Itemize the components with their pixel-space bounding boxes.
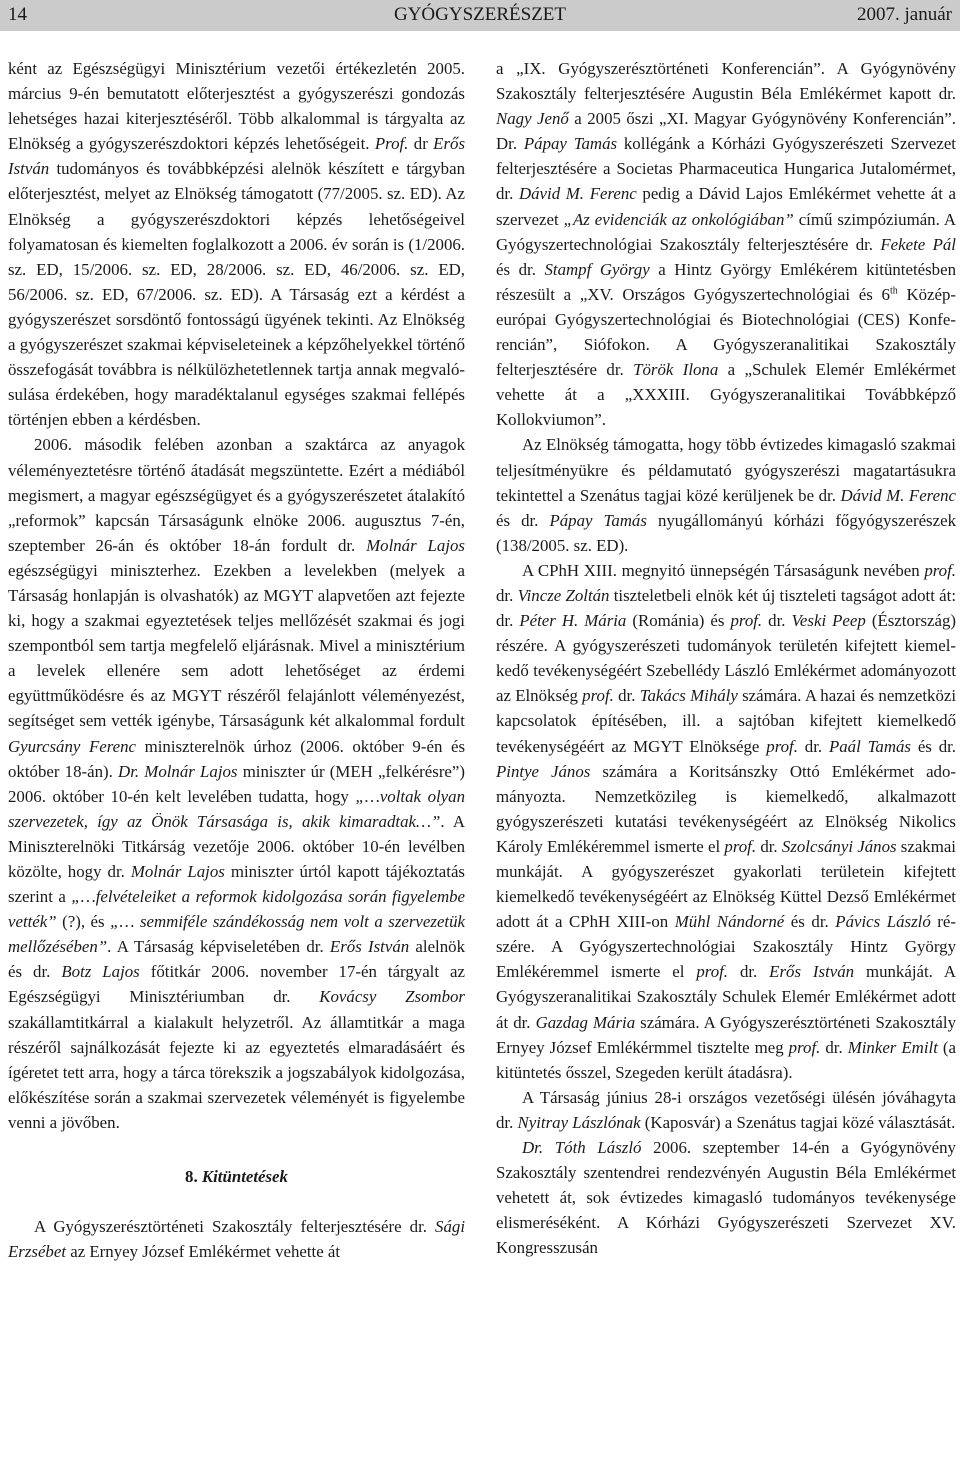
- text-run: Szolcsányi János: [781, 836, 897, 856]
- text-run: munkáját. A Gyógyszeranalitikai Szakosztály Schulek Elemér Emlékérmet adott át: [496, 962, 957, 1032]
- text-run: prof.: [766, 736, 805, 756]
- text-run: Gazdag Mária: [535, 1012, 636, 1032]
- text-run: nyugállományú kórházi főgyógyszerészek (138/2005. sz. ED).: [496, 510, 956, 555]
- text-run: a „Schulek Elemér Emlékérmet vehette át a „XXXIII. Gyógyszeranalitikai Továbbképző Kollokviumon”.: [496, 360, 956, 430]
- text-run: 2006. szeptember 14-én a Gyógynövény Szakosztály szentendrei rendezvényén Augustin Béla Emlékérmet vehetett át, sok évtizedes kimagasló tudományos tevékenysége elismeréséként. A Kórházi Gyógyszerészeti Szervezet XV. Kongresszusán: [496, 1138, 956, 1258]
- text-run: dr.: [938, 84, 956, 104]
- text-run: dr.: [768, 611, 792, 631]
- paragraph: [496, 1135, 956, 1260]
- text-run: Dr.: [496, 134, 524, 154]
- text-run: Dávid M. Ferenc: [840, 485, 956, 505]
- text-run: dr.: [496, 611, 520, 631]
- section-heading: [8, 1164, 465, 1189]
- text-run: . A Társaság képviseletében: [107, 937, 307, 957]
- text-run: 2006. második felében azonban a szaktárca az anyagok véleményeztetésre történő átadását megszüntette. Ezért a médiából megismert, a magyar egészségügyet és a gyógyszerészetet átalakító „reformok” kapcsán Társaságunk elnöke 2006. augusztus 7-én, szeptember 26-án és október 18-án fordult: [8, 435, 465, 555]
- text-run: dr.: [938, 736, 957, 756]
- text-run: dr.: [496, 585, 518, 605]
- text-run: Péter H. Mária: [519, 611, 627, 631]
- text-run: dr.: [618, 686, 640, 706]
- text-run: „…felvételeiket a reformok kidolgozása során figyelembe vették”: [8, 887, 466, 932]
- paragraph: [8, 56, 465, 432]
- text-run: dr.: [337, 535, 367, 555]
- text-run: Nagy Jenő: [496, 109, 569, 129]
- text-run: Erős István: [8, 134, 465, 179]
- text-run: és: [910, 736, 939, 756]
- text-run: Nyitray Lászlónak: [517, 1112, 641, 1132]
- paragraph: [496, 432, 956, 557]
- text-run: miniszter úr (MEH „felkérésre”) 2006. október 10-én kelt levelében tudatta, hogy: [8, 761, 465, 806]
- text-run: számára. A Gyógyszerésztörténeti Szakosztály Ernyey József Emlékérmmel tisztelte meg: [496, 1012, 956, 1057]
- text-run: főtitkár 2006. november 17-én tárgyalt az Egészségügyi Minisztériumban: [8, 962, 465, 1007]
- text-run: egészségügyi miniszterhez. Ezekben a levelekben (melyek a Társaság honlapján is olvashatók) az MGYT alapvetően azt fejezte ki, hogy a szakmai egyeztetések teljes mellőzését szakmai és jogi szempontból sem tartja megfelelő eljárásnak. Mivel a minisztérium a levelek ellenére sem adott lehetőséget az érdemi együttműködésre és az MGYT részéről felajánlott véleményezést, segítséget sem vették igénybe, Társaságunk két alkalommal fordult: [8, 560, 465, 731]
- text-run: Veski Peep: [791, 611, 866, 631]
- page-header: [0, 0, 960, 31]
- text-run: th: [889, 285, 898, 297]
- text-run: prof.: [582, 686, 619, 706]
- text-run: prof.: [924, 560, 956, 580]
- text-run: szakmai munkáját. A gyógyszerészet gyakorlati területein kifejtett kiemelkedő tevékenységéért az Elnökség Küttel Dezső Emlékérmet adott át a CPhH XIII-on: [496, 836, 956, 932]
- text-run: (Románia) és: [626, 611, 731, 631]
- page-number: 14: [8, 4, 27, 25]
- text-run: (a kitüntetés ősszel, Szegeden került átadásra).: [496, 1037, 957, 1082]
- text-run: Pápay Tamás: [523, 134, 618, 154]
- paragraph: [8, 1214, 465, 1264]
- text-run: miniszterelnök úrhoz (2006. október 9-én és október 18-án).: [8, 736, 465, 781]
- text-run: dr.: [521, 510, 550, 530]
- text-run: pedig a Dávid Lajos Emlékérmet vehette át a szervezet: [496, 184, 956, 229]
- text-run: Az Elnökség támogatta, hogy több évtizedes kimagasló szakmai teljesítményükre és példamutató gyógyszerészi magatartásukra tekintettel a Szenátus tagjai közé kerüljenek be: [496, 435, 956, 505]
- text-run: dr.: [496, 184, 519, 204]
- text-run: Ferenc: [589, 184, 637, 204]
- text-run: „…voltak olyan szervezetek, így az Önök Társasága is, akik kimaradtak…”: [8, 786, 465, 831]
- text-run: Botz Lajos: [61, 962, 140, 982]
- text-run: Vincze Zoltán: [517, 585, 610, 605]
- text-run: Fekete Pál: [880, 234, 956, 254]
- section-number: 8.: [185, 1167, 202, 1187]
- text-run: Közép-európai Gyógyszertechnológiai és Biotechnológiai (CES) Konferencián”, Siófokon. A Gyógyszeranalitikai Szakosztály felterjesztésére: [496, 284, 957, 380]
- issue-date: 2007. január: [857, 4, 952, 25]
- text-run: az Ernyey József Emlékérmet vehette át: [66, 1242, 341, 1262]
- text-run: dr.: [855, 234, 881, 254]
- text-run: Minker Emilt: [847, 1037, 938, 1057]
- journal-title: GYÓGYSZERÉSZET: [393, 4, 567, 25]
- text-run: dr.: [306, 937, 330, 957]
- left-column: [8, 56, 465, 1264]
- text-run: dr.: [409, 1217, 436, 1237]
- section-title: Kitüntetések: [201, 1167, 288, 1187]
- text-run: Pávics László: [835, 912, 931, 932]
- text-run: dr.: [33, 962, 62, 982]
- paragraph: [496, 56, 956, 432]
- text-run: dr.: [818, 485, 841, 505]
- text-run: (?), és: [56, 912, 111, 932]
- text-run: tudományos és továbbképzési alelnök készített e tárgyban előterjesztést, melyet az Elnökség támogatott (77/2005. sz. ED). Az Elnökség a gyógyszerészdoktori képzés lehetőségeivel folyamatosan és kiemelten foglalkozott a 2006. év során is (1/2006. sz. ED, 15/2006. sz. ED, 28/2006. sz. ED, 46/2006. sz. ED, 56/2006. sz. ED, 67/2006. sz. ED). A Társaság ezt a kérdést a gyógyszerészet sorsdöntő fontosságú ügyének tekinti. Az Elnökség a gyógyszerészet szakmai képviseleteinek a képzőhelyekkel történő összefogását továbbra is nélkülözhetetlennek tartja annak megvalósulása érdekében, hogy maradéktalanul egységes szakmai fellépés történjen ebben a kérdésben.: [8, 159, 465, 430]
- text-run: Molnár Lajos: [130, 862, 225, 881]
- text-run: és: [784, 912, 812, 932]
- text-run: alelnök és: [8, 937, 466, 982]
- paragraph: [496, 1085, 956, 1135]
- text-run: prof.: [788, 1037, 826, 1057]
- text-run: dr.: [496, 1112, 518, 1132]
- text-run: dr.: [518, 259, 545, 279]
- right-column: [496, 56, 956, 1261]
- text-run: (Észtország) részére. A gyógyszerészeti tudományok területén kifejtett kiemelkedő tevékenységéért Szebellédy László Emlékérmet adományozott az Elnökség: [496, 611, 957, 706]
- text-run: (Kaposvár) a Szenátus tagjai közé választását.: [640, 1112, 956, 1132]
- text-run: Sági Erzsébet: [8, 1217, 465, 1262]
- text-run: Pápay Tamás: [549, 510, 647, 530]
- text-run: részére. A Gyógyszertechnológiai Szakosztály Hintz György Emlékéremmel ismerte el: [496, 912, 957, 982]
- text-run: Dávid M.: [518, 184, 585, 204]
- text-run: Takács Mihály: [639, 686, 738, 706]
- text-run: miniszter úrtól kapott tájékoztatás szerint a: [8, 862, 465, 907]
- text-run: ként az Egészségügyi Minisztérium vezetői értékezletén 2005. március 9-én bemutatott előterjesztést a gyógyszerészi gondozás lehetséges hazai kiterjesztéséről. Több alkalommal is tárgyalta az Elnökség a gyógyszerészdoktori képzés lehetőségeit.: [8, 59, 465, 154]
- text-run: dr.: [811, 912, 836, 932]
- text-run: dr.: [107, 862, 131, 881]
- text-run: szakállamtitkárral a kialakult helyzetről. Az államtitkár a maga részéről sajnálkozását fejezte ki az egyeztetés elmaradásáért és ígéretet tett arra, hogy a tárca törekszik a jogszabályok kidolgozása, előkészítése során a szakmai szervezetek véleményét is figyelembe venni a jövőben.: [8, 1012, 465, 1132]
- text-run: kollégánk a Kórházi Gyógyszerészeti Szervezet felterjesztésére a Societas Pharmaceutica Hungarica Jutalomérmet,: [496, 134, 956, 179]
- text-run: dr: [413, 134, 434, 154]
- text-run: prof.: [724, 836, 761, 856]
- text-run: Török Ilona: [633, 360, 719, 380]
- text-run: számára. A hazai és nemzetközi kapcsolatok építésében, ill. a sajtóban kifejtett kiemelkedő tevékenységéért az MGYT Elnöksége: [496, 686, 957, 756]
- text-run: dr.: [760, 836, 782, 856]
- text-run: A Gyógyszerésztörténeti Szakosztály felterjesztésére: [34, 1217, 410, 1237]
- text-run: a 2005 őszi „XI. Magyar Gyógynövény Konferencián”.: [568, 109, 956, 129]
- paragraph: [8, 432, 465, 1135]
- text-run: dr.: [513, 1012, 536, 1032]
- text-run: Paál Tamás: [828, 736, 911, 756]
- text-run: Mühl Nándorné: [674, 912, 785, 932]
- text-run: Gyurcsány Ferenc: [8, 736, 137, 756]
- text-run: dr.: [273, 987, 320, 1007]
- text-run: és: [496, 510, 522, 530]
- text-run: „Az evidenciák az onkológiában”: [563, 209, 794, 229]
- text-run: Dr. Tóth László: [522, 1138, 642, 1158]
- text-run: prof.: [696, 962, 740, 982]
- text-run: című szimpóziumán. A Gyógyszertechnológiai Szakosztály felterjesztésére: [496, 209, 957, 254]
- text-run: dr.: [804, 736, 829, 756]
- text-run: . A Miniszterelnöki Titkárság vezetője 2006. október 10-én levélben közölte, hogy: [8, 811, 466, 881]
- text-run: Pintye János: [496, 761, 591, 781]
- text-run: prof.: [730, 611, 769, 631]
- text-run: Stampf György: [544, 259, 650, 279]
- text-run: Kovácsy Zsombor: [319, 987, 465, 1007]
- text-run: A CPhH XIII. megnyitó ünnepségén Társaságunk nevében: [522, 560, 925, 580]
- text-run: tiszteletbeli elnök két új tiszteleti tagságot adott át:: [609, 585, 956, 605]
- text-run: a „IX. Gyógyszerésztörténeti Konferencián”. A Gyógynövény Szakosztály felterjesztésére Augustin Béla Emlékérmet kapott: [496, 59, 956, 104]
- text-run: Prof.: [374, 134, 414, 154]
- paragraph: [496, 558, 956, 1085]
- text-run: Erős István: [329, 937, 410, 957]
- text-run: Erős István: [769, 962, 855, 982]
- text-run: dr.: [606, 360, 634, 380]
- text-run: számára a Koritsánszky Ottó Emlékérmet adományozta. Nemzetközileg is kiemelkedő, alkalmazott gyógyszerészeti kutatási tevékenységéért az Elnökség Nikolics Károly Emlékéremmel ismerte el: [496, 761, 957, 856]
- text-run: dr.: [825, 1037, 848, 1057]
- text-run: a Hintz György Emlékérem kitüntetésben részesült a „XV. Országos Gyógyszertechnológiai és 6: [496, 259, 956, 304]
- text-run: A Társaság június 28-i országos vezetőségi ülésén jóváhagyta: [522, 1087, 956, 1107]
- text-run: Dr. Molnár Lajos: [118, 761, 238, 781]
- text-run: Molnár Lajos: [366, 535, 465, 555]
- text-run: „… semmiféle szándékosság nem volt a szervezetük mellőzésében”: [8, 912, 465, 957]
- text-run: dr.: [739, 962, 770, 982]
- text-run: és: [496, 259, 519, 279]
